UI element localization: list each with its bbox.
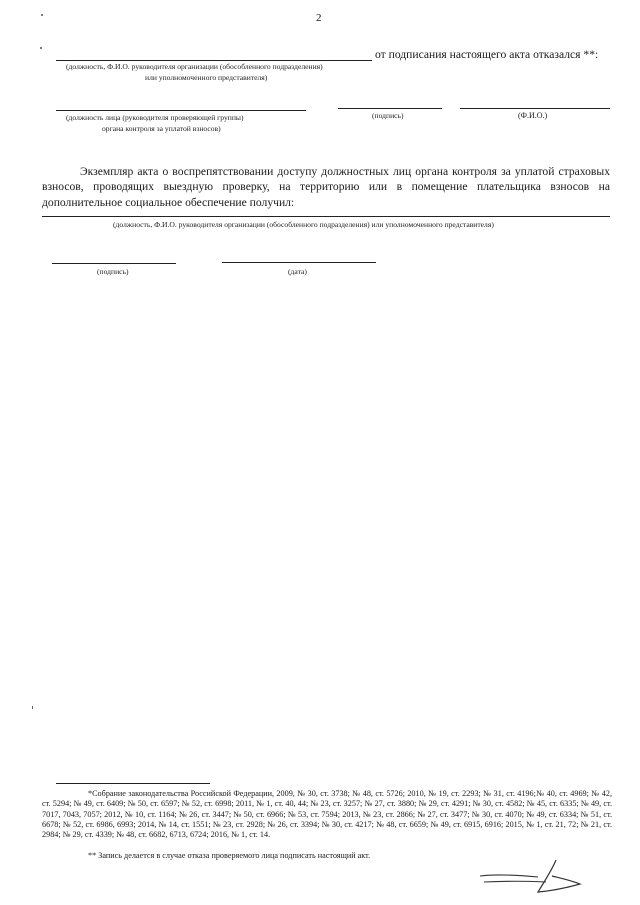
caption-signature-2: (подпись) <box>97 267 129 276</box>
caption-head-line1: (должность, Ф.И.О. руководителя организации (обособленного подразделения) <box>66 62 323 71</box>
refusal-text: от подписания настоящего акта отказался **: <box>375 48 599 61</box>
footnote-separator <box>56 783 210 784</box>
handwritten-signature-icon <box>476 858 586 898</box>
head-fio-line <box>56 60 372 61</box>
inspector-signature-line <box>338 108 442 109</box>
caption-date: (дата) <box>288 267 307 276</box>
footnote-2: ** Запись делается в случае отказа проверяемого лица подписать настоящий акт. <box>88 851 371 860</box>
page-number: 2 <box>316 12 322 24</box>
caption-inspector-line2: органа контроля за уплатой взносов) <box>102 124 221 133</box>
copy-received-paragraph: Экземпляр акта о воспрепятствовании доступу должностных лиц органа контроля за уплатой страховых взносов, проводящих выездную проверку, на территорию или в помещение плательщика взносов на дополнительное социальное обеспечение получил: <box>42 165 610 209</box>
scan-speck <box>32 706 33 709</box>
caption-signature: (подпись) <box>372 111 404 120</box>
scan-speck <box>41 14 43 16</box>
recipient-date-line <box>222 262 376 263</box>
footnote-1: *Собрание законодательства Российской Федерации, 2009, № 30, ст. 3738; № 48, ст. 5726; 2010, № 19, ст. 2293; № 31, ст. 4196;№ 40, ст. 4969; № 42, ст. 5294; № 49, ст. 6409; № 50, ст. 6597; № 52, ст. 6998; 2011, № 1, ст. 40, 44; № 23, ст. 3257; № 27, ст. 3880; № 29, ст. 4291; № 30, ст. 4582; № 45, ст. 6335; № 49, ст. 7017, 7043, 7057; 2012, № 10, ст. 1164; № 26, ст. 3447; № 50, ст. 6966; № 53, ст. 7594; 2013, № 23, ст. 2866; № 27, ст. 3477; № 30, ст. 4070; № 49, ст. 6334; № 51, ст. 6678; № 52, ст. 6986, 6993; 2014, № 14, ст. 1551; № 23, ст. 2928; № 26, ст. 3394; № 30, ст. 4217; № 48, ст. 6659; № 49, ст. 6915, 6916; 2015, № 1, ст. 21, 72; № 21, ст. 2984; № 29, ст. 4339; № 48, ст. 6682, 6713, 6724; 2016, № 1, ст. 14. <box>42 789 612 840</box>
caption-head-line2: или уполномоченного представителя) <box>145 73 268 82</box>
caption-recipient: (должность, Ф.И.О. руководителя организации (обособленного подразделения) или уполномоченного представителя) <box>113 220 494 229</box>
inspector-fio-line <box>460 108 610 109</box>
recipient-line <box>42 216 610 217</box>
caption-inspector-line1: (должность лица (руководителя проверяющей группы) <box>66 113 244 122</box>
recipient-signature-line <box>52 263 176 264</box>
inspector-line <box>56 110 306 111</box>
scan-speck <box>40 47 42 49</box>
caption-fio: (Ф.И.О.) <box>518 111 548 120</box>
